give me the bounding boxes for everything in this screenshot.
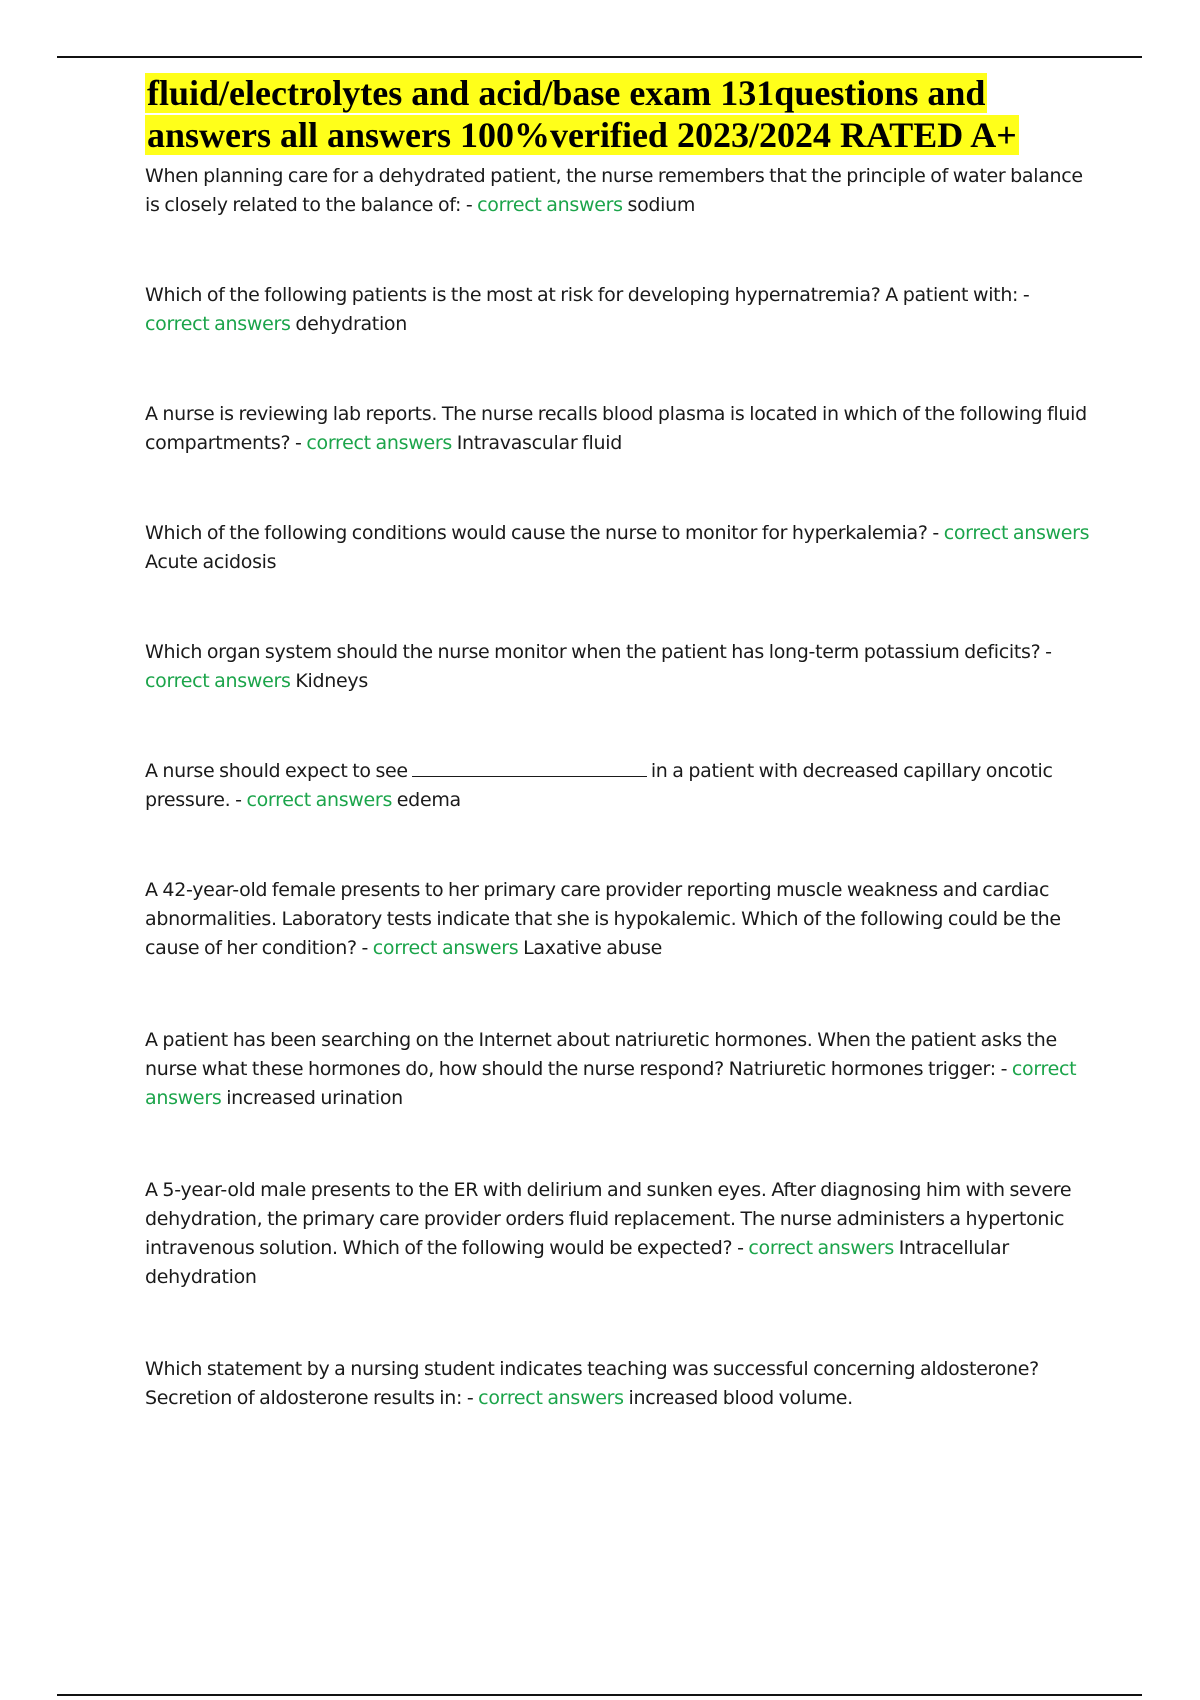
question-text: A nurse is reviewing lab reports. The nurse recalls blood plasma is located in which of the following fluid compartments? - [145, 403, 1087, 454]
answer-text: sodium [627, 194, 696, 216]
fill-in-blank-line [412, 758, 647, 777]
bottom-rule [57, 1694, 1142, 1696]
answer-text: Intracellular dehydration [145, 1237, 1009, 1288]
correct-answers-label: correct answers [306, 432, 452, 454]
answer-text: Laxative abuse [523, 937, 663, 959]
answer-text: dehydration [295, 313, 407, 335]
correct-answers-label: correct answers [478, 1387, 624, 1409]
qa-item-5 [145, 638, 1095, 696]
question-text: Which of the following patients is the most at risk for developing hypernatremia? A patient with: - [145, 284, 1030, 306]
correct-answers-label: correct answers [943, 522, 1090, 544]
document-title [145, 72, 1095, 156]
answer-text: Kidneys [295, 670, 368, 692]
question-text: Which organ system should the nurse monitor when the patient has long-term potassium deficits? - [145, 641, 1052, 663]
title-line-1: fluid/electrolytes and acid/base exam 131questions and [147, 73, 986, 113]
question-text-before-blank: A nurse should expect to see [145, 760, 408, 782]
answer-text: increased blood volume. [628, 1387, 853, 1409]
qa-item-9 [145, 1176, 1095, 1292]
question-text: Which statement by a nursing student indicates teaching was successful concerning aldosterone? Secretion of aldosterone results in: - [145, 1358, 1039, 1409]
qa-item-10 [145, 1355, 1095, 1413]
qa-item-2 [145, 281, 1095, 339]
question-text-after-blank: in a patient with decreased capillary oncotic pressure. - [145, 760, 1053, 811]
question-text: Which of the following conditions would cause the nurse to monitor for hyperkalemia? - [145, 522, 939, 544]
correct-answers-label: correct answers [246, 789, 393, 811]
question-text: A 5-year-old male presents to the ER with delirium and sunken eyes. After diagnosing him with severe dehydration, the primary care provider orders fluid replacement. The nurse administers a hypertonic intravenous solution. Which of the following would be expected? - [145, 1179, 1072, 1259]
correct-answers-label: correct answers [372, 937, 519, 959]
correct-answers-label: correct answers [748, 1237, 894, 1259]
correct-answers-label: correct answers [145, 313, 291, 335]
qa-item-1 [145, 162, 1095, 220]
qa-item-4 [145, 519, 1095, 577]
top-rule [57, 56, 1142, 58]
qa-item-7 [145, 876, 1095, 963]
answer-text: Intravascular fluid [456, 432, 622, 454]
document-body [145, 72, 1095, 1413]
title-line-2: answers all answers 100%verified 2023/2024 RATED A+ [147, 115, 1017, 155]
answer-text: increased urination [226, 1087, 403, 1109]
answer-text: Acute acidosis [145, 551, 277, 573]
correct-answers-label: correct answers [477, 194, 623, 216]
correct-answers-label: correct answers [145, 670, 291, 692]
qa-item-8 [145, 1026, 1095, 1113]
correct-answers-label: correct answers [145, 1058, 1077, 1109]
answer-text: edema [396, 789, 461, 811]
qa-item-6 [145, 757, 1095, 815]
question-text: A 42-year-old female presents to her primary care provider reporting muscle weakness and cardiac abnormalities. Laboratory tests indicate that she is hypokalemic. Which of the following could be the cause of her condition? - [145, 879, 1061, 959]
question-text: A patient has been searching on the Internet about natriuretic hormones. When the patient asks the nurse what these hormones do, how should the nurse respond? Natriuretic hormones trigger: - [145, 1029, 1057, 1080]
qa-item-3 [145, 400, 1095, 458]
question-text: When planning care for a dehydrated patient, the nurse remembers that the principle of water balance is closely related to the balance of: - [145, 165, 1083, 216]
